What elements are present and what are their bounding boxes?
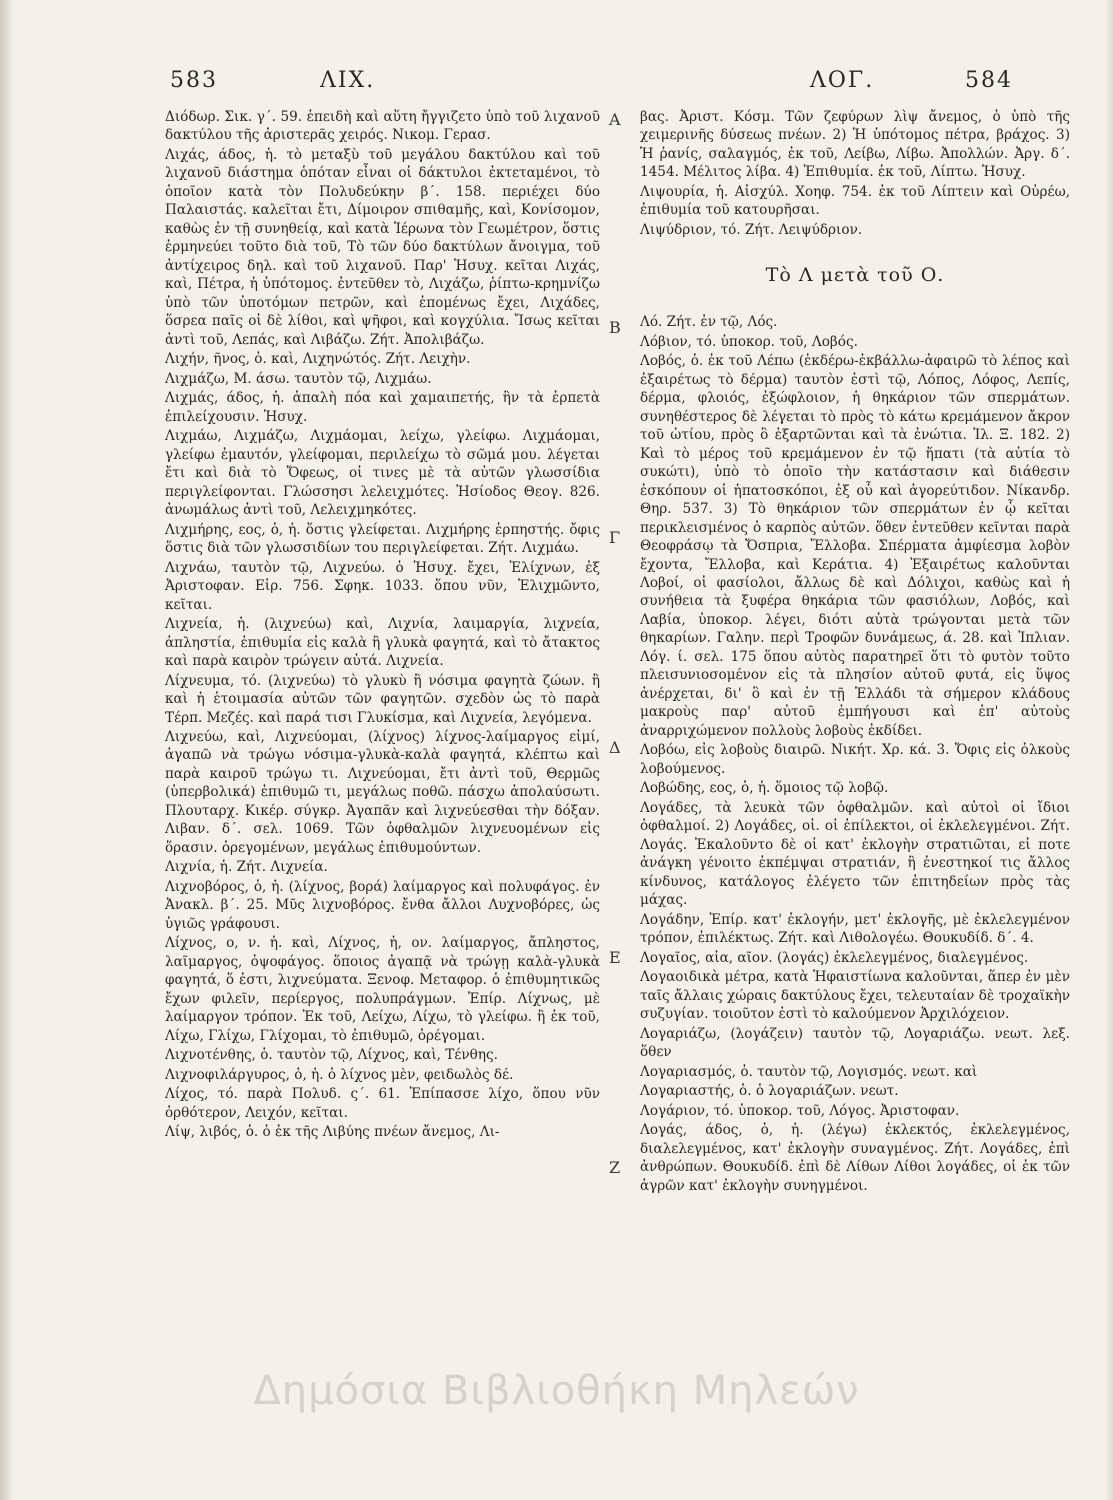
page-edge <box>1105 0 1113 1500</box>
page-number-right: 584 <box>965 68 1013 93</box>
dictionary-entry: Λιχνοφιλάργυρος, ὁ, ἡ. ὁ λίχνος μὲν, φειδωλὸς δέ. <box>165 1066 514 1083</box>
margin-letter-b: B <box>609 318 621 337</box>
margin-letter-a: A <box>609 110 621 129</box>
dictionary-entry: Λίψ, λιβός, ὁ. ὁ ἐκ τῆς Λιβύης πνέων ἄνεμος, Λι- <box>165 1124 500 1141</box>
dictionary-entry: Λογαριασμός, ὁ. ταυτὸν τῷ, Λογισμός. νεωτ. καὶ <box>640 1063 978 1080</box>
margin-letter-e: E <box>609 948 621 967</box>
section-title: Τὸ Λ μετὰ τοῦ Ο. <box>765 264 945 287</box>
dictionary-entry: Λιχάς, άδος, ἡ. τὸ μεταξὺ τοῦ μεγάλου δακτύλου καὶ τοῦ λιχανοῦ διάστημα ὁπόταν εἶναι οἱ δάκτυλοι ἐκτεταμένοι, τὸ ὁποῖον κατὰ τὸν Πολυδεύκην β΄. 158. περιέχει δύο Παλαιστάς. καλεῖται ἔτι, Δίμοιρον σπιθαμῆς, καὶ, Κονίσομον, καθὼς ἐν τῇ συνηθείᾳ, καὶ κατὰ Ἱέρωνα τὸν Γεωμέτρον, ὅστις ἑρμηνεύει τοῦτο διὰ τοῦ, Τὸ τῶν δύο δακτύλων ἄνοιγμα, τοῦ ἀντίχειρος δηλ. καὶ τοῦ λιχανοῦ. Παρ' Ἡσυχ. κεῖται Λιχάς, καὶ, Πέτρα, ἡ ὑπότομος. ἐντεῦθεν τὸ, Λιχάζω, ῥίπτω-κρημνίζω ὑπὸ τῶν ὑποτόμων πετρῶν, καὶ ἑπομένως ἔχει, Λιχάδες, ὅσρεα παῖς οἱ δὲ λίθοι, καὶ ψῆφοι, καὶ κογχύλια. Ἴσως κεῖται ἀντὶ τοῦ, Λεπάς, καὶ Λιβάζω. Ζήτ. Ἀπολιβάζω. <box>165 146 600 348</box>
dictionary-entry: Λογάριον, τό. ὑποκορ. τοῦ, Λόγος. Ἀριστοφαν. <box>640 1102 960 1119</box>
dictionary-entry: Διόδωρ. Σικ. γ΄. 59. ἐπειδὴ καὶ αὕτη ἤγγιζετο ὑπὸ τοῦ λιχανοῦ δακτύλου τῆς ἀριστερᾶς χειρός. Νικομ. Γερασ. <box>165 109 600 144</box>
dictionary-entry: Λιχνεύω, καὶ, Λιχνεύομαι, (λίχνος) λίχνος-λαίμαργος εἰμί, ἀγαπῶ νὰ τρώγω νόσιμα-γλυκὰ-καλὰ φαγητά, κλέπτω καὶ παρὰ καιροῦ τρώγω τι. Λιχνεύομαι, ἔτι ἀντὶ τοῦ, Θερμῶς (ὑπερβολικά) ἐπιθυμῶ τι, μεγάλως ποθῶ. πάσχω ἀπολαύσωτι. Πλουταρχ. Κικέρ. σύγκρ. Ἀγαπᾶν καὶ λιχνεύεσθαι τὴν δόξαν. Λιβαν. δ΄. σελ. 1069. Τῶν ὀφθαλμῶν λιχνευομένων εἰς ὅρασιν. ὀρεγομένων, μεγάλως ἐπιθυμούντων. <box>165 728 600 856</box>
dictionary-entry: Λιχμάς, άδος, ἡ. ἁπαλὴ πόα καὶ χαμαιπετής, ἣν τὰ ἑρπετὰ ἐπιλείχουσιν. Ἡσυχ. <box>165 390 600 425</box>
dictionary-entry: Λογαῖος, αἰα, αῖον. (λογάς) ἐκλελεγμένος, διαλεγμένος. <box>640 949 1029 966</box>
dictionary-entry: Λόβιον, τό. ὑποκορ. τοῦ, Λοβός. <box>640 333 858 350</box>
dictionary-entry: Λοβός, ὁ. ἐκ τοῦ Λέπω (ἐκδέρω-ἐκβάλλω-ἀφαιρῶ τὸ λέπος καὶ ἐξαιρέτως τὸ δέρμα) ταυτὸν ἐστὶ τῷ, Λόπος, Λόφος, Λεπίς, δέρμα, φλοιός, ἐξώφλοιον, ἡ θηκάριον τῶν σπερμάτων. συνηθέστερος δὲ λέγεται τὸ πρὸς τὸ κάτω κρεμάμενον ἄκρον τοῦ ὠτίου, πρὸς ὃ ἐξαρτῶνται καὶ τὰ ἐνώτια. Ἰλ. Ξ. 182. 2) Καὶ τὸ μέρος τοῦ κρεμάμενον ἐν τῷ ἥπατι (τὰ αὐτία τὸ συκώτι), ὑπὸ τὸ ὁποῖο τὴν κατάστασιν καὶ διάθεσιν ἐσκόπουν οἱ ἡπατοσκόποι, ἐξ οὗ καὶ ἀγορεύτιδον. Νίκανδρ. Θηρ. 537. 3) Τὸ θηκάριον τῶν σπερμάτων ἐν ᾧ κεῖται περικλεισμένος ὁ καρπὸς αὐτῶν. ὅθεν ἐντεῦθεν κεῖνται παρὰ Θεοφράσῳ τὰ Ὄσπρια, Ἔλλοβα. Σπέρματα ἀμφίεσμα λοβὸν ἔχοντα, Ἔλλοβα, καὶ Κεράτια. 4) Ἐξαιρέτως καλοῦνται Λοβοί, οἱ φασίολοι, ἄλλως δὲ καὶ Δόλιχοι, καθὼς καὶ ἡ συνήθεια τὰ ξυφέρα θηκάρια τῶν φασιόλων, Λοβός, καὶ Λαβία, ὑποκορ. λέγει, διότι αὐτὰ τρώγονται μετὰ τῶν θηκαρίων. Γαλην. περὶ Τροφῶν δυνάμεως, ά. 28. καὶ Ἰπλιαν. Λόγ. ί. σελ. 175 ὅπου αὐτὸς παρατηρεῖ ὅτι τὸ φυτὸν τοῦτο πλεισυνιοσομένον εἰς τὰ πλησίον αὐτοῦ φυτά, εἰς ὕψος ἀνέρχεται, δι' ὃ καὶ ἐν τῇ Ἑλλάδι τὰ σήμερον κλάδους μακροὺς παρ' αὐτοῦ ἐμπήγουσι καὶ ἐπ' αὐτοὺς ἀναρριχώμενον πολλοὺς λοβοὺς ἐκδίδει. <box>640 353 1070 739</box>
library-watermark: Δημόσια Βιβλιοθήκη Μηλεών <box>253 1368 860 1414</box>
margin-letter-delta: Δ <box>609 738 621 757</box>
dictionary-entry: Λοβώδης, εος, ὁ, ἡ. ὅμοιος τῷ λοβῷ. <box>640 780 889 797</box>
dictionary-entry: Λογαριάζω, (λογάζειν) ταυτὸν τῷ, Λογαριάζω. νεωτ. λεξ. ὅθεν <box>640 1025 1070 1061</box>
dictionary-entry: Λίχος, τό. παρὰ Πολυδ. ς΄. 61. Ἐπίπασσε λίχο, ὅπου νῦν ὀρθότερον, Λειχόν, κεῖται. <box>165 1086 600 1121</box>
dictionary-entry: Λιχμάζω, Μ. άσω. ταυτὸν τῷ, Λιχμάω. <box>165 370 432 387</box>
page-number-left: 583 <box>170 68 218 93</box>
left-column <box>165 108 600 1143</box>
dictionary-entry: Λοβόω, εἰς λοβοὺς διαιρῶ. Νικήτ. Χρ. κά. 3. Ὄφις εἰς ὁλκοὺς λοβούμενος. <box>640 742 1070 777</box>
dictionary-entry: Λιχνοβόρος, ὁ, ἡ. (λίχνος, βορά) λαίμαργος καὶ πολυφάγος. ἐν Ἀνακλ. β΄. 25. Μῦς λιχνοβόρος. ἔνθα ἄλλοι Λυχνοβόρες, ὡς ὑγιῶς γράφουσι. <box>165 878 600 932</box>
dictionary-entry: Λιψύδριον, τό. Ζήτ. Λειψύδριον. <box>640 221 863 238</box>
dictionary-entry: Λογάδες, τὰ λευκὰ τῶν ὀφθαλμῶν. καὶ αὐτοὶ οἱ ἴδιοι ὀφθαλμοί. 2) Λογάδες, οἱ. οἱ ἐπίλεκτοι, οἱ ἐκλελεγμένοι. Ζήτ. Λογάς. Ἐκαλοῦντο δὲ οἱ κατ' ἐκλογὴν στρατιῶται, εἰ ποτε ἀνάγκη γένοιτο ἐκπέμψαι στρατιάν, ἢ ἐνεστηκοί τις ἄλλος κίνδυνος, κατάλογος ἐλέγετο τῶν ἐπιτηδείων πρὸς τὰς μάχας. <box>640 799 1070 909</box>
book-spine-shadow <box>0 0 14 1500</box>
dictionary-entry: Λό. Ζήτ. ἐν τῷ, Λός. <box>640 314 778 331</box>
dictionary-entry: βας. Ἀριστ. Κόσμ. Τῶν ζεφύρων λὶψ ἄνεμος, ὁ ὑπὸ τῆς χειμερινῆς δύσεως πνέων. 2) Ἡ ὑπότομος πέτρα, βράχος. 3) Ἡ ῥανίς, σαλαγμός, ἐκ τοῦ, Λείβω, Λίβω. Ἀπολλών. Ἀργ. δ΄. 1454. Μέλιτος λίβα. 4) Ἐπιθυμία. ἐκ τοῦ, Λίπτω. Ἡσυχ. <box>640 109 1070 181</box>
dictionary-entry: Λιψουρία, ἡ. Αἰσχύλ. Χοηφ. 754. ἐκ τοῦ Λίπτειν καὶ Οὐρέω, ἐπιθυμία τοῦ κατουρῆσαι. <box>640 183 1070 219</box>
dictionary-entry: Λιχνοτένθης, ὁ. ταυτὸν τῷ, Λίχνος, καὶ, Τένθης. <box>165 1047 498 1064</box>
page-header <box>170 68 1050 102</box>
dictionary-entry: Λογάς, άδος, ὁ, ἡ. (λέγω) ἐκλεκτός, ἐκλελεγμένος, διαλελεγμένος, κατ' ἐκλογὴν συναγμένος. Ζήτ. Λογάδες, ἐπὶ ἀνθρώπων. Θουκυδίδ. ἐπὶ δὲ Λίθων Λίθοι λογάδες, οἱ ἐκ τῶν ἀγρῶν κατ' ἐκλογὴν συνηγμένοι. <box>640 1122 1070 1194</box>
margin-letter-z: Z <box>609 1158 621 1177</box>
dictionary-entry: Λιχήν, ῆνος, ὁ. καὶ, Λιχηνώτός. Ζήτ. Λειχὴν. <box>165 351 471 368</box>
dictionary-entry: Λογαριαστής, ὁ. ὁ λογαριάζων. νεωτ. <box>640 1083 899 1100</box>
dictionary-entry: Λογαοιδικὰ μέτρα, κατὰ Ἡφαιστίωνα καλοῦνται, ἅπερ ἐν μὲν ταῖς ἄλλαις χώραις δακτύλους ἔχει, τελευταίαν δὲ τροχαϊκὴν συζυγίαν. τοιοῦτον ἐστὶ τὸ καλούμενον Ἀρχιλόχειον. <box>640 969 1070 1023</box>
dictionary-entry: Λιχμήρης, εος, ὁ, ἡ. ὅστις γλείφεται. Λιχμήρης ἑρπηστής. ὄφις ὅστις διὰ τῶν γλωσσιδίων του περιγλείφεται. Ζήτ. Λιχμάω. <box>165 521 600 557</box>
dictionary-entry: Λίχνευμα, τό. (λιχνεύω) τὸ γλυκὺ ἢ νόσιμα φαγητὰ ζώων. ἢ καὶ ἡ ἑτοιμασία αὐτῶν τῶν φαγητῶν. σχεδὸν ὡς τὸ παρὰ Τέρπ. Μεζές. καὶ παρά τισι Γλυκίσμα, καὶ Λιχνεία, λεγόμενα. <box>165 672 600 726</box>
dictionary-entry: Λιχμάω, Λιχμάζω, Λιχμάομαι, λείχω, γλείφω. Λιχμάομαι, γλείφω ἐμαυτόν, γλείφομαι, περιλείχω τὸ σῶμά μου. λέγεται ἔτι καὶ διὰ τὸ Ὄφεως, οἱ τινες μὲ τὰ αὐτῶν γλωσσίδια περιγλείφονται. Γλώσσησι λελειχμότες. Ἡσίοδος Θεογ. 826. ἀνωμάλως ἀντὶ τοῦ, Λελειχμηκότες. <box>165 428 600 519</box>
dictionary-entry: Λιχνάω, ταυτὸν τῷ, Λιχνεύω. ὁ Ἡσυχ. ἔχει, Ἐλίχνων, ἐξ Ἀριστοφαν. Εἰρ. 756. Σφηκ. 1033. ὅπου νῦν, Ἐλιχμῶντο, κεῖται. <box>165 559 600 613</box>
running-head-right: ΛΟΓ. <box>810 68 875 93</box>
dictionary-entry: Λιχνία, ἡ. Ζήτ. Λιχνεία. <box>165 859 328 876</box>
dictionary-entry: Λιχνεία, ἡ. (λιχνεύω) καὶ, Λιχνία, λαιμαργία, λιχνεία, ἀπληστία, ἐπιθυμία εἰς καλὰ ἢ γλυκὰ φαγητά, καὶ τὸ ἄτακτος καὶ παρὰ καιρὸν τρώγειν αὐτά. Λιχνεία. <box>165 616 600 670</box>
dictionary-entry: Λογάδην, Ἐπίρ. κατ' ἐκλογήν, μετ' ἐκλογῆς, μὲ ἐκλελεγμένον τρόπον, ἐπιλέκτως. Ζήτ. καὶ Λιθολογέω. Θουκυδίδ. δ΄. 4. <box>640 911 1070 947</box>
running-head-left: ΛΙΧ. <box>320 68 376 93</box>
right-column <box>640 108 1070 1196</box>
dictionary-entry: Λίχνος, ο, ν. ἡ. καὶ, Λίχνος, ἡ, ον. λαίμαργος, ἄπληστος, λαῖμαργος, ὀψοφάγος. ὅποιος ἀγαπᾷ νὰ τρώγῃ καλὰ-γλυκὰ φαγητά, ὅ ἐστι, λιχνεύματα. Ξενοφ. Μεταφορ. ὁ ἐπιθυμητικῶς ἔχων φιλεῖν, περίεργος, πολυπράγμων. Ἐπίρ. Λίχνως, μὲ λαίμαργον τρόπον. Ἐκ τοῦ, Λείχω, Λίχω, τὸ γλείφω. ἢ ἐκ τοῦ, Λίχω, Γλίχω, Γλίχομαι, τὸ ἐπιθυμῶ, ὀρέγομαι. <box>165 935 600 1044</box>
margin-letter-gamma: Γ <box>609 528 621 547</box>
